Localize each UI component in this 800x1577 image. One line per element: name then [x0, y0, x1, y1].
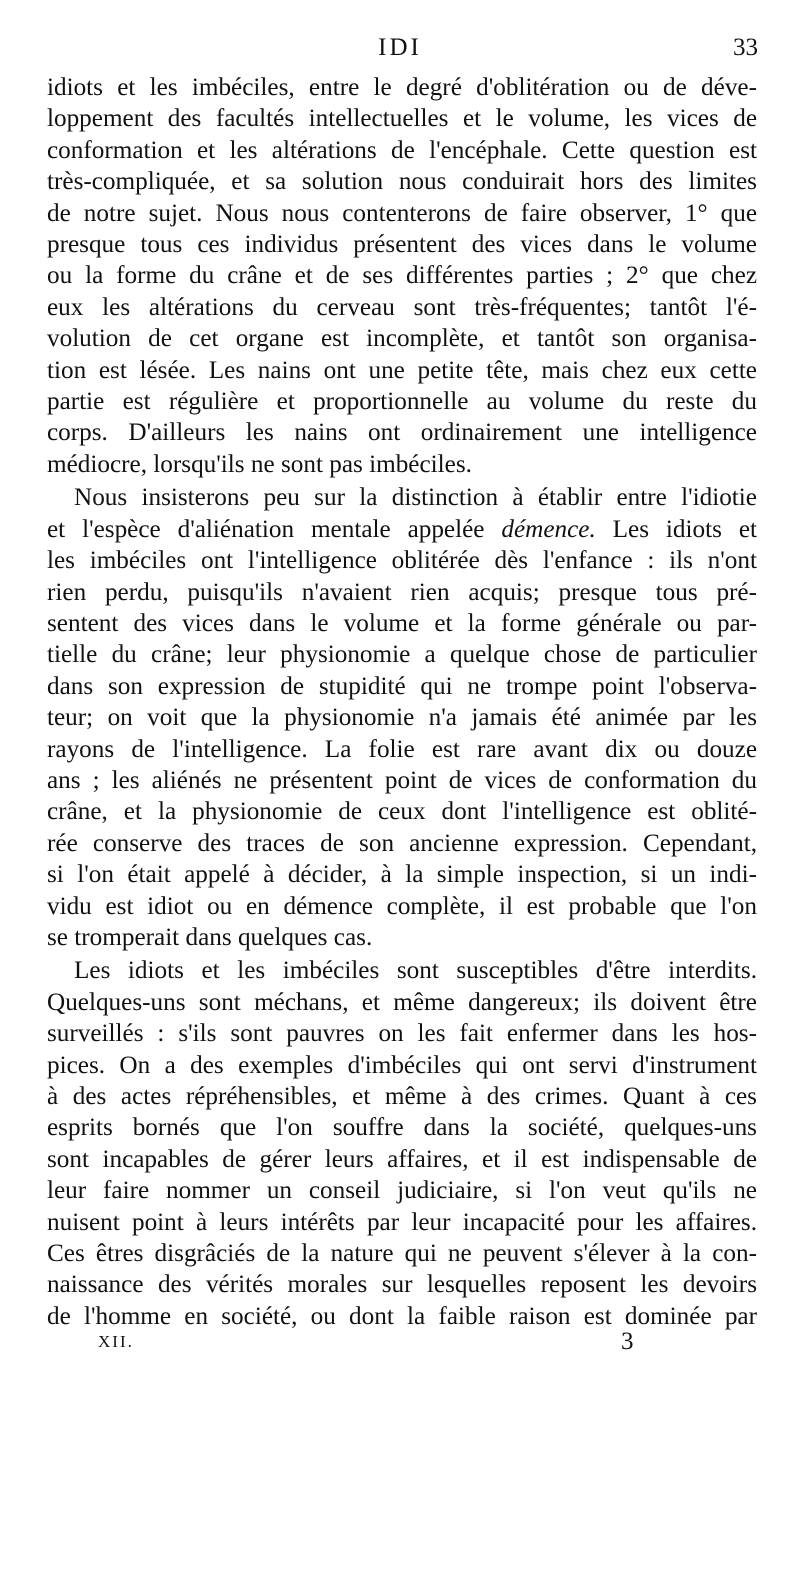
text-line: dans son expression de stupidité qui ne trompe point l'observa- — [47, 672, 757, 700]
text-line: médiocre, lorsqu'ils ne sont pas imbéciles. — [47, 450, 472, 478]
text-line: les imbéciles ont l'intelligence oblitérée dès l'enfance : ils n'ont — [47, 547, 757, 575]
page-number: 33 — [733, 34, 758, 61]
text-line: corps. D'ailleurs les nains ont ordinairement une intelligence — [47, 419, 757, 447]
running-head — [0, 34, 800, 70]
paragraph-2 — [47, 482, 757, 953]
text-line: volution de cet organe est incomplète, et tantôt son organisa- — [47, 325, 757, 353]
text-line: rée conserve des traces de son ancienne expression. Cependant, — [47, 829, 757, 857]
text-line: sont incapables de gérer leurs affaires, et il est indispensable de — [47, 1145, 757, 1173]
text-line: rien perdu, puisqu'ils n'avaient rien acquis; presque tous pré- — [47, 578, 757, 606]
text-line: très-compliquée, et sa solution nous conduirait hors des limites — [47, 168, 757, 196]
text-line: leur faire nommer un conseil judiciaire, si l'on veut qu'ils ne — [47, 1177, 757, 1205]
text-line: de notre sujet. Nous nous contenterons de faire observer, 1° que — [47, 199, 757, 227]
text-line-with-emphasis — [47, 514, 757, 545]
text-line: nuisent point à leurs intérêts par leur incapacité pour les affaires. — [47, 1208, 757, 1236]
text-line: idiots et les imbéciles, entre le degré d'oblitération ou de déve- — [47, 74, 757, 101]
paragraph-1 — [47, 72, 757, 480]
text-line: tion est lésée. Les nains ont une petite tête, mais chez eux cette — [47, 356, 757, 384]
text-line: tielle du crâne; leur physionomie a quelque chose de particulier — [47, 641, 757, 669]
text-line: eux les altérations du cerveau sont très-fréquentes; tantôt l'é- — [47, 293, 757, 321]
text-line: crâne, et la physionomie de ceux dont l'intelligence est oblité- — [47, 798, 757, 826]
running-title: IDI — [378, 34, 422, 61]
page-footer — [0, 1328, 800, 1368]
text-line: pices. On a des exemples d'imbéciles qui ont servi d'instrument — [47, 1051, 757, 1079]
text-line: rayons de l'intelligence. La folie est rare avant dix ou douze — [47, 735, 757, 763]
text-line: Quelques-uns sont méchans, et même dangereux; ils doivent être — [47, 988, 757, 1016]
text-line: esprits bornés que l'on souffre dans la société, quelques-uns — [47, 1114, 757, 1142]
text-line: se tromperait dans quelques cas. — [47, 923, 373, 951]
text-line: loppement des facultés intellectuelles et le volume, les vices de — [47, 105, 757, 133]
paragraph-3 — [47, 955, 757, 1332]
text-line: surveillés : s'ils sont pauvres on les fait enfermer dans les hos- — [47, 1020, 757, 1048]
text-line: Ces êtres disgrâciés de la nature qui ne peuvent s'élever à la con- — [47, 1240, 757, 1268]
text-line: si l'on était appelé à décider, à la simple inspection, si un indi- — [47, 861, 757, 889]
text-line: ans ; les aliénés ne présentent point de vices de conformation du — [47, 766, 757, 794]
signature-number: 3 — [621, 1328, 634, 1355]
text-line: Les idiots et les imbéciles sont susceptibles d'être interdits. — [74, 957, 757, 985]
text-line: de l'homme en société, ou dont la faible raison est dominée par — [47, 1302, 757, 1330]
text-line: à des actes répréhensibles, et même à des crimes. Quant à ces — [47, 1083, 757, 1110]
text-segment: Les idiots et — [595, 515, 757, 543]
body-text — [47, 72, 757, 1334]
text-line: ou la forme du crâne et de ses différentes parties ; 2° que chez — [47, 262, 757, 290]
signature-mark: XII. — [98, 1332, 134, 1351]
text-line: partie est régulière et proportionnelle au volume du reste du — [47, 388, 757, 416]
text-line: naissance des vérités morales sur lesquelles reposent les devoirs — [47, 1271, 757, 1299]
emphasized-term: démence. — [501, 515, 596, 543]
text-line: presque tous ces individus présentent des vices dans le volume — [47, 231, 757, 259]
text-line: vidu est idiot ou en démence complète, il est probable que l'on — [47, 892, 757, 920]
text-segment: et l'espèce d'aliénation mentale appelée — [47, 515, 502, 543]
text-line: sentent des vices dans le volume et la forme générale ou par- — [47, 609, 757, 637]
text-line: conformation et les altérations de l'encéphale. Cette question est — [47, 136, 757, 164]
text-line: Nous insisterons peu sur la distinction à établir entre l'idiotie — [74, 484, 757, 512]
text-line: teur; on voit que la physionomie n'a jamais été animée par les — [47, 704, 757, 732]
